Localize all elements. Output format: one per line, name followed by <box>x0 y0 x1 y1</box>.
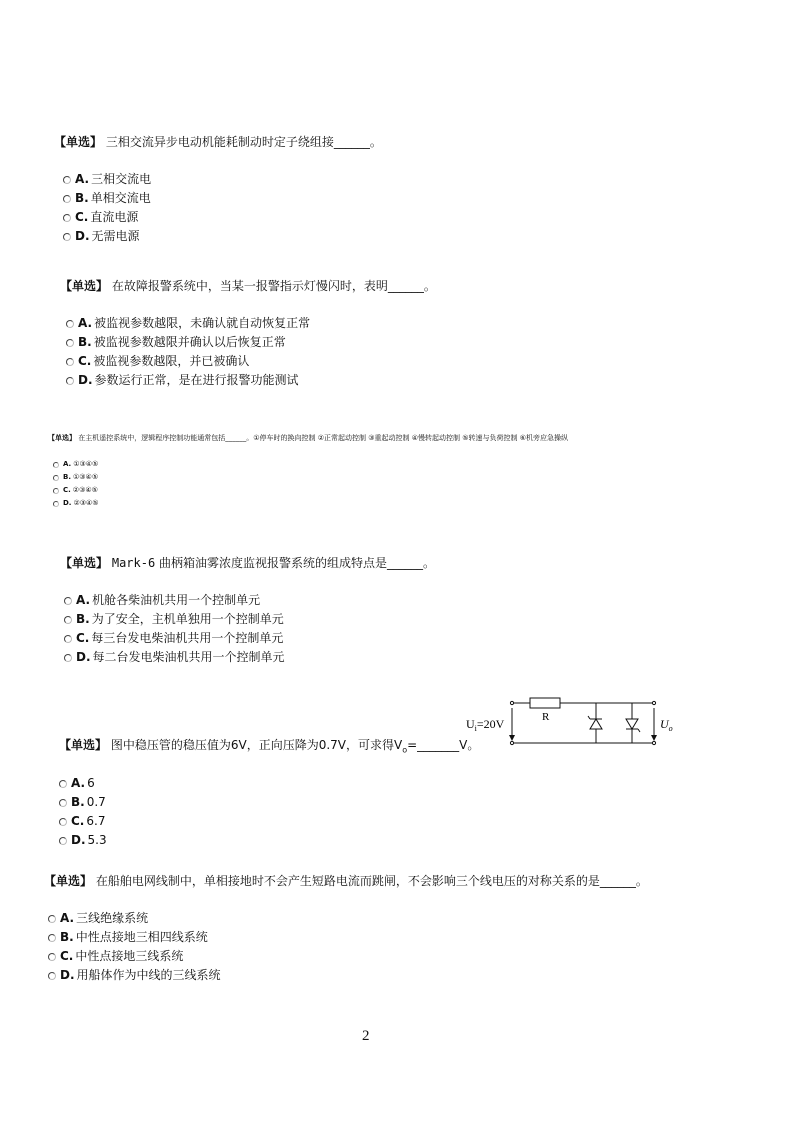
radio-button[interactable] <box>63 214 71 222</box>
option-d[interactable] <box>60 371 436 390</box>
circuit-diagram <box>464 693 676 753</box>
radio-button[interactable] <box>48 953 56 961</box>
radio-button[interactable] <box>59 837 67 845</box>
option-letter: D. <box>63 499 72 507</box>
option-b[interactable] <box>59 793 479 812</box>
question-type-tag: 【单选】 <box>59 738 108 752</box>
option-c[interactable] <box>44 947 648 966</box>
subscript: o <box>402 745 408 755</box>
resistor-label: R <box>542 711 550 723</box>
radio-button[interactable] <box>66 358 74 366</box>
option-letter: B. <box>63 473 71 481</box>
question-5 <box>59 737 479 850</box>
option-letter: A. <box>75 172 90 186</box>
option-text: 6 <box>87 776 95 791</box>
model-name: Mark-6 <box>111 556 156 570</box>
option-d[interactable] <box>44 966 648 985</box>
option-letter: A. <box>63 460 72 468</box>
option-c[interactable] <box>60 629 435 648</box>
question-type-tag: 【单选】 <box>60 279 109 293</box>
option-text: 为了安全，主机单独用一个控制单元 <box>91 612 284 626</box>
option-c[interactable] <box>54 208 382 227</box>
question-6 <box>44 873 648 985</box>
option-a[interactable] <box>44 909 648 928</box>
option-text: 被监视参数越限，并已被确认 <box>93 354 250 368</box>
radio-button[interactable] <box>48 934 56 942</box>
terminal <box>510 741 513 744</box>
option-b[interactable] <box>44 928 648 947</box>
option-letter: B. <box>76 612 90 626</box>
radio-button[interactable] <box>64 635 72 643</box>
question-3 <box>48 433 688 510</box>
radio-button[interactable] <box>66 339 74 347</box>
option-text: 单相交流电 <box>90 191 151 205</box>
option-letter: C. <box>75 210 89 224</box>
option-letter: C. <box>63 486 71 494</box>
option-c[interactable] <box>59 812 479 831</box>
option-text: ②③④⑤ <box>72 486 98 494</box>
question-stem <box>54 134 382 150</box>
radio-button[interactable] <box>63 195 71 203</box>
page-number: 2 <box>362 1028 370 1044</box>
radio-button[interactable] <box>59 780 67 788</box>
question-stem <box>59 737 479 758</box>
question-4 <box>60 555 435 667</box>
option-text: 用船体作为中线的三线系统 <box>76 968 221 982</box>
radio-button[interactable] <box>53 501 59 507</box>
question-stem <box>60 278 436 294</box>
radio-button[interactable] <box>48 915 56 923</box>
question-text: 在主机遥控系统中，逻辑程序控制功能通常包括______。①停车时的换向控制 ②正常起动控制 ③重起动控制 ④慢转起动控制 ⑤转速与负荷控制 ⑥机旁应急操纵 <box>78 434 569 442</box>
option-letter: D. <box>75 229 90 243</box>
option-text: 5.3 <box>87 833 107 848</box>
option-c[interactable] <box>60 352 436 371</box>
question-type-tag: 【单选】 <box>48 434 76 442</box>
radio-button[interactable] <box>64 616 72 624</box>
option-letter: C. <box>76 631 90 645</box>
radio-button[interactable] <box>66 320 74 328</box>
radio-button[interactable] <box>53 462 59 468</box>
radio-button[interactable] <box>53 475 59 481</box>
option-letter: B. <box>75 191 89 205</box>
option-letter: A. <box>78 316 93 330</box>
option-a[interactable] <box>60 591 435 610</box>
output-voltage-label: $U_o$ <box>660 717 673 733</box>
option-letter: B. <box>78 335 92 349</box>
option-b[interactable] <box>60 610 435 629</box>
option-text: 机舱各柴油机共用一个控制单元 <box>92 593 261 607</box>
radio-button[interactable] <box>64 597 72 605</box>
option-text: 被监视参数越限，未确认就自动恢复正常 <box>94 316 311 330</box>
option-text: 中性点接地三相四线系统 <box>75 930 208 944</box>
option-text: 每三台发电柴油机共用一个控制单元 <box>91 631 284 645</box>
option-a[interactable] <box>48 458 688 471</box>
option-b[interactable] <box>48 471 688 484</box>
question-2 <box>60 278 436 390</box>
question-text: 曲柄箱油雾浓度监视报警系统的组成特点是______。 <box>159 556 436 570</box>
option-letter: B. <box>71 795 85 810</box>
zener-diode-1 <box>588 703 602 743</box>
option-text: 被监视参数越限并确认以后恢复正常 <box>93 335 286 349</box>
option-d[interactable] <box>60 648 435 667</box>
option-a[interactable] <box>54 170 382 189</box>
question-text: 在船舶电网线制中，单相接地时不会产生短路电流而跳闸，不会影响三个线电压的对称关系的是______。 <box>95 874 648 888</box>
option-text: 三线绝缘系统 <box>76 911 149 925</box>
radio-button[interactable] <box>48 972 56 980</box>
question-stem <box>44 873 648 889</box>
question-text: 在故障报警系统中，当某一报警指示灯慢闪时，表明______。 <box>111 279 436 293</box>
question-text: 图中稳压管的稳压值为6V，正向压降为0.7V，可求得V <box>110 738 403 752</box>
radio-button[interactable] <box>59 799 67 807</box>
option-letter: C. <box>71 814 85 829</box>
option-text: 中性点接地三线系统 <box>75 949 184 963</box>
option-d[interactable] <box>59 831 479 850</box>
option-text: 6.7 <box>86 814 106 829</box>
question-type-tag: 【单选】 <box>60 556 109 570</box>
resistor <box>530 698 560 708</box>
option-text: 每二台发电柴油机共用一个控制单元 <box>92 650 285 664</box>
option-letter: C. <box>60 949 74 963</box>
option-letter: D. <box>60 968 75 982</box>
option-a[interactable] <box>60 314 436 333</box>
question-text: 三相交流异步电动机能耗制动时定子绕组接______。 <box>105 135 382 149</box>
option-b[interactable] <box>60 333 436 352</box>
option-d[interactable] <box>48 497 688 510</box>
option-text: ①③④⑤ <box>73 473 99 481</box>
question-stem <box>48 433 688 444</box>
question-type-tag: 【单选】 <box>54 135 103 149</box>
input-voltage-label: $U_i=20V$ <box>466 717 505 733</box>
question-text-suffix: =_______V。 <box>407 738 480 752</box>
terminal <box>652 701 655 704</box>
option-letter: D. <box>71 833 86 848</box>
output-voltage-arrow <box>651 708 657 741</box>
option-letter: C. <box>78 354 92 368</box>
option-text: 0.7 <box>86 795 106 810</box>
option-letter: B. <box>60 930 74 944</box>
terminal <box>510 701 513 704</box>
option-text: ②③④⑤ <box>73 499 99 507</box>
option-letter: A. <box>60 911 75 925</box>
zener-diode-2 <box>626 703 640 743</box>
option-letter: A. <box>71 776 86 791</box>
radio-button[interactable] <box>64 654 72 662</box>
option-d[interactable] <box>54 227 382 246</box>
terminal <box>652 741 655 744</box>
option-text: 参数运行正常，是在进行报警功能测试 <box>94 373 299 387</box>
radio-button[interactable] <box>59 818 67 826</box>
question-type-tag: 【单选】 <box>44 874 93 888</box>
input-voltage-arrow <box>509 708 515 741</box>
option-a[interactable] <box>59 774 479 793</box>
option-text: ①③④⑤ <box>73 460 99 468</box>
radio-button[interactable] <box>66 377 74 385</box>
radio-button[interactable] <box>63 176 71 184</box>
question-stem <box>60 555 435 571</box>
option-b[interactable] <box>54 189 382 208</box>
option-text: 三相交流电 <box>91 172 152 186</box>
option-letter: D. <box>76 650 91 664</box>
option-letter: A. <box>76 593 91 607</box>
option-letter: D. <box>78 373 93 387</box>
option-text: 直流电源 <box>90 210 139 224</box>
radio-button[interactable] <box>53 488 59 494</box>
question-1 <box>54 134 382 246</box>
radio-button[interactable] <box>63 233 71 241</box>
option-c[interactable] <box>48 484 688 497</box>
option-text: 无需电源 <box>91 229 140 243</box>
